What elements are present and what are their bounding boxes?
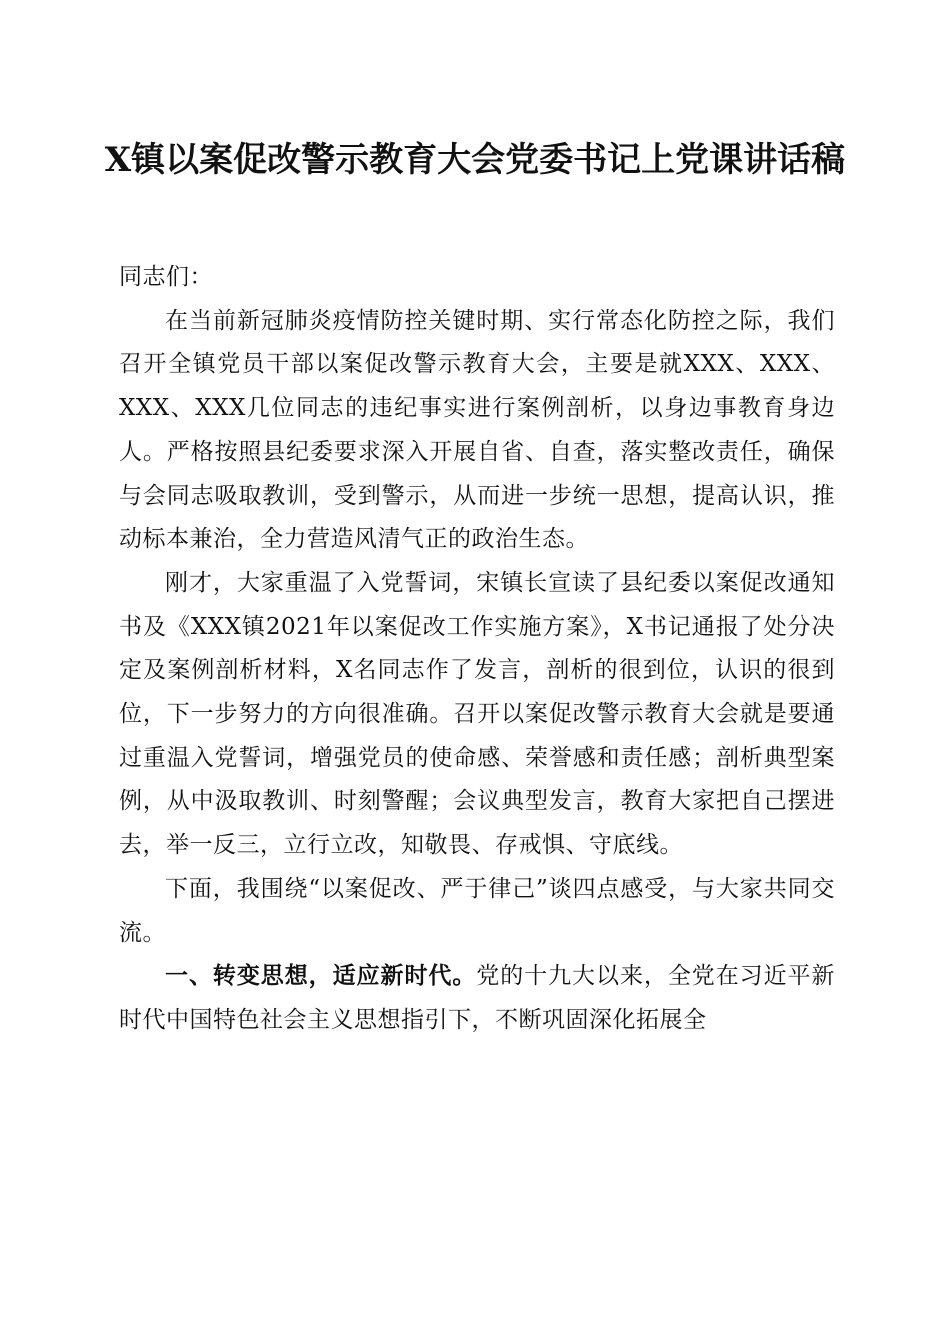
section-one-text: 党的十九大以来，全党在习近平新时代中国特色社会主义思想指引下，不断巩固深化拓展全 [119, 963, 836, 1033]
paragraph-review: 刚才，大家重温了入党誓词，宋镇长宣读了县纪委以案促改通知书及《XXX镇2021年以案促改工作实施方案》，X书记通报了处分决定及案例剖析材料，X名同志作了发言，剖析的很到位，认识的很到位，下一步努力的方向很准确。召开以案促改警示教育大会就是要通过重温入党誓词，增强党员的使命感、荣誉感和责任感；剖析典型案例，从中汲取教训、时刻警醒；会议典型发言，教育大家把自己摆进去，举一反三，立行立改，知敬畏、存戒惧、守底线。 [119, 569, 835, 859]
document-title: X镇以案促改警示教育大会党委书记上党课讲话稿 [104, 140, 846, 180]
paragraph-transition: 下面，我围绕“以案促改、严于律己”谈四点感受，与大家共同交流。 [119, 875, 835, 946]
paragraph-opening: 在当前新冠肺炎疫情防控关键时期、实行常态化防控之际，我们召开全镇党员干部以案促改警示教育大会，主要是就XXX、XXX、XXX、XXX几位同志的违纪事实进行案例剖析，以身边事教育身边人。严格按照县纪委要求深入开展自省、自查，落实整改责任，确保与会同志吸取教训，受到警示，从而进一步统一思想，提高认识，推动标本兼治，全力营造风清气正的政治生态。 [119, 307, 835, 553]
document-body [119, 256, 835, 1043]
section-one-paragraph [119, 955, 835, 1042]
section-one-heading: 一、转变思想，适应新时代。 [165, 963, 477, 990]
salutation: 同志们： [119, 264, 213, 290]
